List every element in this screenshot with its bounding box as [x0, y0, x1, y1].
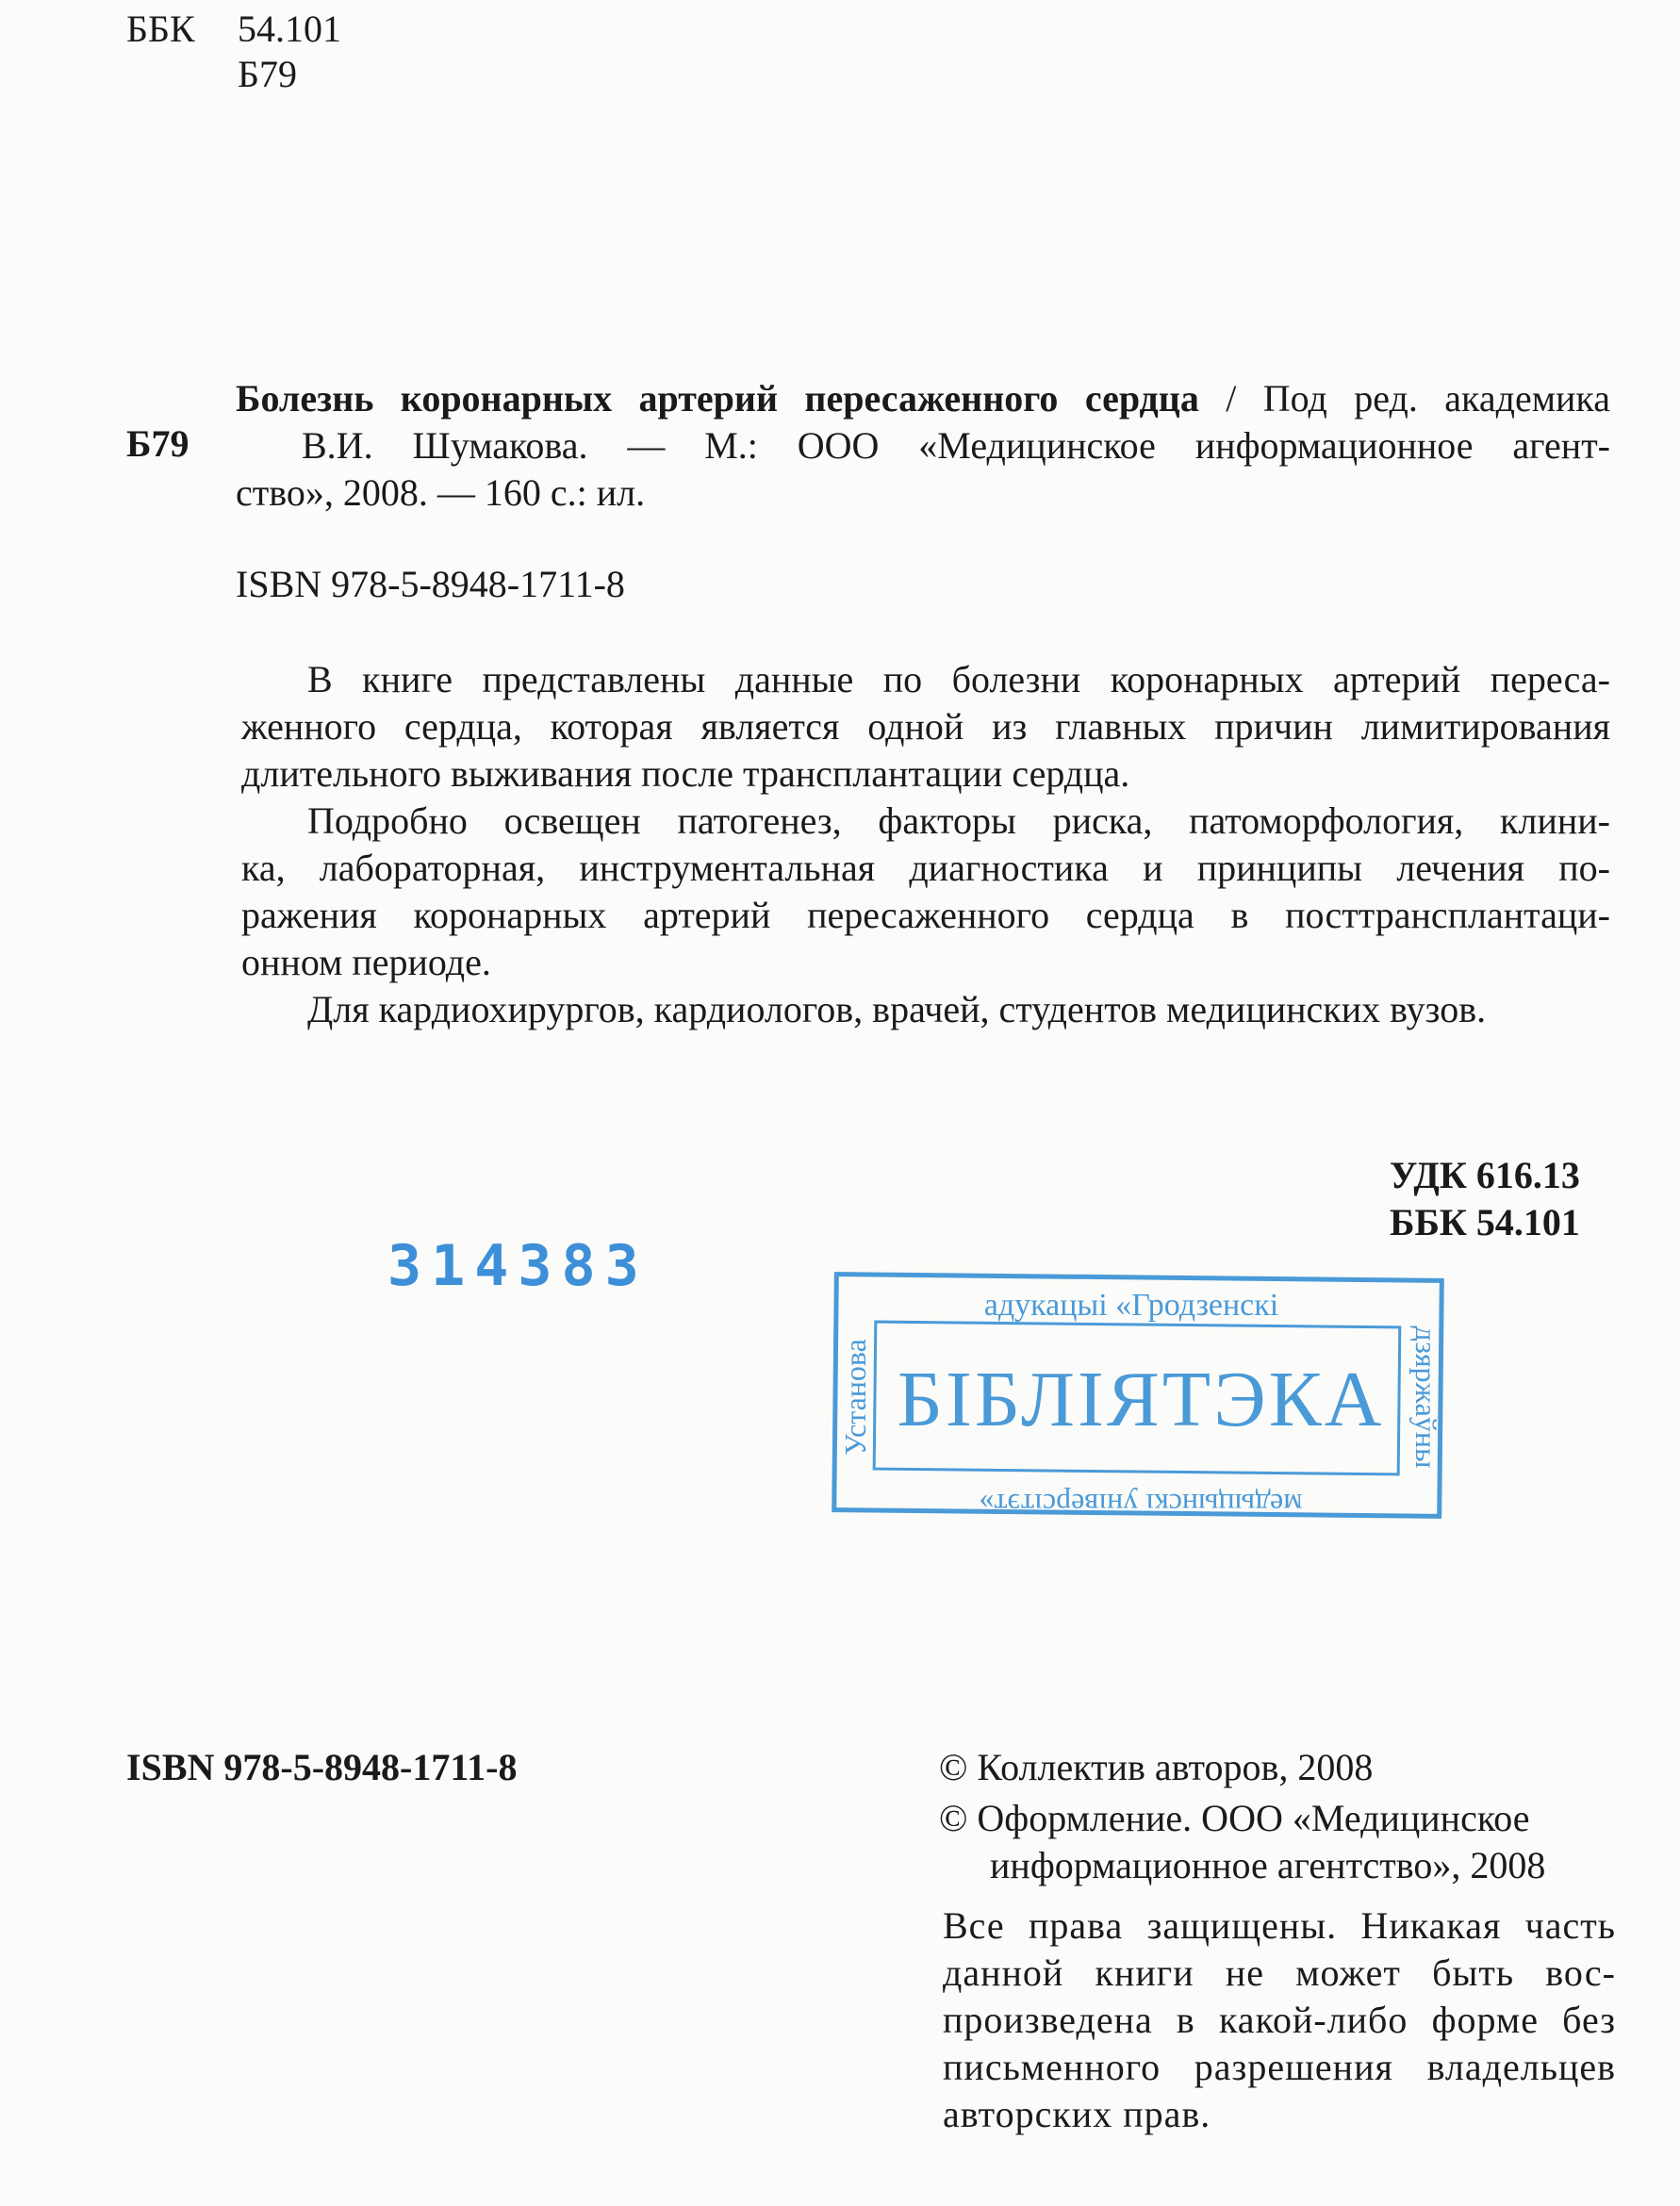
annotation [241, 656, 1610, 1033]
stamp-left-text: Установа [838, 1339, 872, 1456]
rights-line4: письменного разрешения владельцев [943, 2046, 1616, 2088]
stamp-top-text: адукацыі «Гродзенскі [983, 1288, 1279, 1323]
rights-line3: произведена в какой-либо форме без [943, 1999, 1616, 2041]
copyright-design-line2: информационное агентство», 2008 [990, 1844, 1546, 1886]
entry-cutter: Б79 [126, 422, 189, 465]
inventory-number: 314383 [387, 1233, 649, 1299]
annotation-p2-line3: ражения коронарных артерий пересаженного сердца в посттрансплантаци- [241, 894, 1610, 936]
stamp-right-text: дзяржаўны [1409, 1325, 1443, 1469]
annotation-p2-line2: ка, лабораторная, инструментальная диагностика и принципы лечения по- [241, 847, 1610, 889]
copyright-design-line1: © Оформление. ООО «Медицинское [939, 1797, 1530, 1839]
annotation-p3: Для кардиохирургов, кардиологов, врачей, студентов медицинских вузов. [307, 988, 1487, 1030]
entry-isbn: ISBN 978-5-8948-1711-8 [236, 563, 625, 605]
stamp-bottom-text: медыцынскі ўніверсітэт» [979, 1488, 1303, 1522]
entry-line-3: ство», 2008. — 160 с.: ил. [236, 471, 646, 514]
footer-isbn: ISBN 978-5-8948-1711-8 [126, 1746, 518, 1788]
annotation-p1-line1: В книге представлены данные по болезни коронарных артерий переса- [307, 658, 1610, 700]
editor-line: / Под ред. академика [1198, 377, 1610, 420]
annotation-p2-line1: Подробно освещен патогенез, факторы риска, патоморфология, клини- [307, 799, 1610, 842]
header-cutter: Б79 [238, 53, 297, 95]
bbk-code: ББК 54.101 [1390, 1201, 1580, 1243]
header-bbk-label: ББК [126, 8, 195, 50]
bibliographic-entry [236, 375, 1610, 517]
copyright-authors: © Коллектив авторов, 2008 [939, 1746, 1374, 1788]
book-title: Болезнь коронарных артерий пересаженного сердца [236, 377, 1199, 420]
rights-line5: авторских прав. [943, 2093, 1211, 2135]
udk-code: УДК 616.13 [1390, 1154, 1580, 1196]
header-bbk-code: 54.101 [238, 8, 341, 50]
library-stamp [818, 1270, 1459, 1524]
stamp-center-text: БІБЛІЯТЭКА [897, 1356, 1385, 1443]
rights-line2: данной книги не может быть вос- [943, 1951, 1616, 1994]
rights-notice [943, 1902, 1616, 2138]
rights-line1: Все права защищены. Никакая часть [943, 1904, 1616, 1947]
annotation-p2-line4: онном периоде. [241, 941, 491, 983]
entry-line-2: В.И. Шумакова. — М.: ООО «Медицинское информационное агент- [302, 424, 1610, 467]
annotation-p1-line2: женного сердца, которая является одной из главных причин лимитирования [241, 705, 1610, 748]
annotation-p1-line3: длительного выживания после трансплантации сердца. [241, 752, 1130, 795]
